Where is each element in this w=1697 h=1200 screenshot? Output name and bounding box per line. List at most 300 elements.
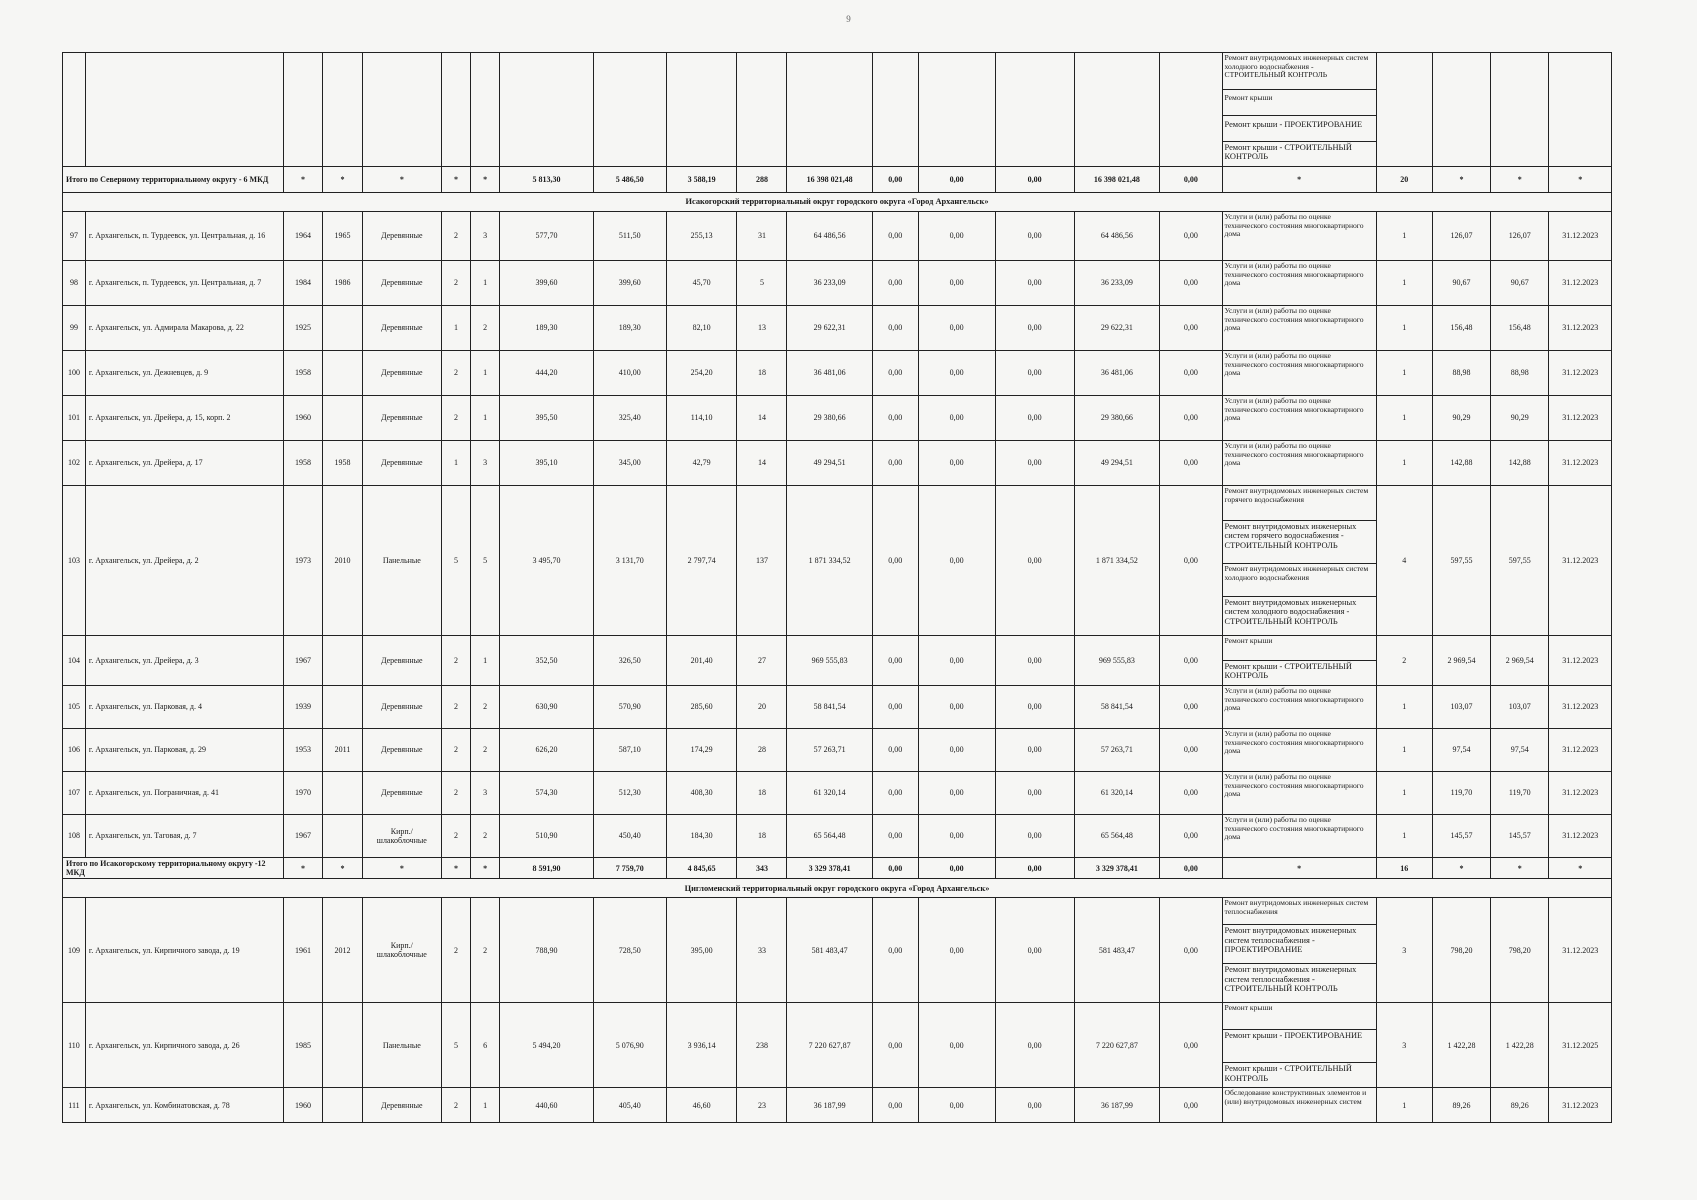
residential-area: 587,10 bbox=[593, 729, 666, 772]
total-row-north bbox=[63, 167, 1612, 193]
address: г. Архангельск, ул. Кирпичного завода, д. 19 bbox=[85, 898, 283, 1003]
local-amount: 0,00 bbox=[995, 1003, 1074, 1088]
wall-material: Деревянные bbox=[362, 306, 441, 351]
work-count: 1 bbox=[1376, 212, 1432, 261]
work-count: 1 bbox=[1376, 261, 1432, 306]
row-number: 105 bbox=[63, 686, 86, 729]
floors: 2 bbox=[441, 396, 470, 441]
total-area: 5 494,20 bbox=[500, 1003, 594, 1088]
wall-material: Панельные bbox=[362, 1003, 441, 1088]
entrances: 2 bbox=[471, 686, 500, 729]
district-header-tsiglomensky bbox=[63, 879, 1612, 898]
fund-amount: 0,00 bbox=[872, 898, 918, 1003]
year-built: 1939 bbox=[283, 686, 323, 729]
work-list bbox=[1222, 53, 1376, 167]
owned-area: 45,70 bbox=[666, 261, 737, 306]
cost-total: 29 622,31 bbox=[787, 306, 872, 351]
floors: 5 bbox=[441, 486, 470, 636]
work-item: Ремонт внутридомовых инженерных систем холодного водоснабжения bbox=[1223, 564, 1376, 597]
year-renovated bbox=[323, 396, 363, 441]
fund-amount: 0,00 bbox=[872, 212, 918, 261]
row-number: 106 bbox=[63, 729, 86, 772]
row-number: 110 bbox=[63, 1003, 86, 1088]
total-owners: 3 329 378,41 bbox=[1074, 858, 1159, 879]
work-count: 1 bbox=[1376, 306, 1432, 351]
fund-amount: 0,00 bbox=[872, 815, 918, 858]
work-item: Услуги и (или) работы по оценке технического состояния многоквартирного дома bbox=[1224, 729, 1364, 755]
unit-cost-max: 103,07 bbox=[1491, 686, 1549, 729]
local-amount: 0,00 bbox=[995, 898, 1074, 1003]
wall-material: Деревянные bbox=[362, 351, 441, 396]
work-item: Услуги и (или) работы по оценке технического состояния многоквартирного дома bbox=[1224, 815, 1364, 841]
row-number: 98 bbox=[63, 261, 86, 306]
unit-cost: 126,07 bbox=[1432, 212, 1490, 261]
fund-amount: 0,00 bbox=[872, 306, 918, 351]
address: г. Архангельск, ул. Дрейера, д. 3 bbox=[85, 636, 283, 686]
house-row bbox=[63, 686, 1612, 729]
cost-total: 969 555,83 bbox=[787, 636, 872, 686]
owners-amount: 29 380,66 bbox=[1074, 396, 1159, 441]
owners-amount: 29 622,31 bbox=[1074, 306, 1159, 351]
work-list bbox=[1222, 772, 1376, 815]
total-cell: * bbox=[323, 858, 363, 879]
wall-material: Деревянные bbox=[362, 686, 441, 729]
wall-material: Деревянные bbox=[362, 261, 441, 306]
cost-total: 65 564,48 bbox=[787, 815, 872, 858]
regional-amount: 0,00 bbox=[918, 441, 995, 486]
total-cell: * bbox=[323, 167, 363, 193]
year-built: 1958 bbox=[283, 441, 323, 486]
unit-cost: 145,57 bbox=[1432, 815, 1490, 858]
house-row bbox=[63, 261, 1612, 306]
house-row bbox=[63, 306, 1612, 351]
work-item: Ремонт крыши bbox=[1223, 90, 1376, 116]
completion-date: 31.12.2023 bbox=[1549, 686, 1612, 729]
regional-amount: 0,00 bbox=[918, 212, 995, 261]
owners-amount: 65 564,48 bbox=[1074, 815, 1159, 858]
wall-material: Деревянные bbox=[362, 729, 441, 772]
total-area: 510,90 bbox=[500, 815, 594, 858]
work-item: Ремонт внутридомовых инженерных систем холодного водоснабжения - СТРОИТЕЛЬНЫЙ КОНТРОЛЬ bbox=[1224, 598, 1357, 626]
isakogorsky-rows bbox=[63, 212, 1612, 858]
entrances: 2 bbox=[471, 306, 500, 351]
row-number: 108 bbox=[63, 815, 86, 858]
unit-cost: 97,54 bbox=[1432, 729, 1490, 772]
local-amount: 0,00 bbox=[995, 686, 1074, 729]
total-area-residential: 7 759,70 bbox=[593, 858, 666, 879]
year-built: 1925 bbox=[283, 306, 323, 351]
entrances: 3 bbox=[471, 772, 500, 815]
total-label: Итого по Северному территориальному округу - 6 МКД bbox=[63, 167, 284, 193]
completion-date: 31.12.2023 bbox=[1549, 1088, 1612, 1123]
total-fund: 0,00 bbox=[872, 167, 918, 193]
work-item: Услуги и (или) работы по оценке технического состояния многоквартирного дома bbox=[1224, 212, 1364, 238]
year-built: 1960 bbox=[283, 396, 323, 441]
house-row bbox=[63, 1088, 1612, 1123]
wall-material: Деревянные bbox=[362, 396, 441, 441]
work-count: 1 bbox=[1376, 815, 1432, 858]
unit-cost: 90,67 bbox=[1432, 261, 1490, 306]
unit-cost-max: 798,20 bbox=[1491, 898, 1549, 1003]
unit-cost: 103,07 bbox=[1432, 686, 1490, 729]
tsiglomensky-rows bbox=[63, 898, 1612, 1123]
work-item: Услуги и (или) работы по оценке технического состояния многоквартирного дома bbox=[1224, 441, 1364, 467]
entrances: 2 bbox=[471, 729, 500, 772]
owners-amount: 36 187,99 bbox=[1074, 1088, 1159, 1123]
row-number: 101 bbox=[63, 396, 86, 441]
residential-area: 728,50 bbox=[593, 898, 666, 1003]
owners-amount: 64 486,56 bbox=[1074, 212, 1159, 261]
work-item: Ремонт крыши - СТРОИТЕЛЬНЫЙ КОНТРОЛЬ bbox=[1224, 143, 1352, 162]
other-amount: 0,00 bbox=[1160, 486, 1222, 636]
total-row-isakogorsky bbox=[63, 858, 1612, 879]
row-number: 102 bbox=[63, 441, 86, 486]
entrances: 2 bbox=[471, 815, 500, 858]
local-amount: 0,00 bbox=[995, 441, 1074, 486]
fund-amount: 0,00 bbox=[872, 441, 918, 486]
total-fund: 0,00 bbox=[872, 858, 918, 879]
year-built: 1973 bbox=[283, 486, 323, 636]
unit-cost-max: 1 422,28 bbox=[1491, 1003, 1549, 1088]
row-number: 99 bbox=[63, 306, 86, 351]
local-amount: 0,00 bbox=[995, 636, 1074, 686]
other-amount: 0,00 bbox=[1160, 441, 1222, 486]
residents: 14 bbox=[737, 441, 787, 486]
row-number: 107 bbox=[63, 772, 86, 815]
local-amount: 0,00 bbox=[995, 212, 1074, 261]
unit-cost: 597,55 bbox=[1432, 486, 1490, 636]
other-amount: 0,00 bbox=[1160, 636, 1222, 686]
residential-area: 410,00 bbox=[593, 351, 666, 396]
house-row bbox=[63, 898, 1612, 1003]
row-number: 103 bbox=[63, 486, 86, 636]
work-count: 1 bbox=[1376, 441, 1432, 486]
district-title: Цигломенский территориальный округ городского округа «Город Архангельск» bbox=[63, 879, 1612, 898]
year-renovated bbox=[323, 686, 363, 729]
unit-cost-max: 597,55 bbox=[1491, 486, 1549, 636]
residential-area: 326,50 bbox=[593, 636, 666, 686]
page-number: 9 bbox=[846, 14, 851, 24]
year-renovated: 1965 bbox=[323, 212, 363, 261]
unit-cost: 90,29 bbox=[1432, 396, 1490, 441]
total-area-owned: 3 588,19 bbox=[666, 167, 737, 193]
work-count: 1 bbox=[1376, 1088, 1432, 1123]
residents: 18 bbox=[737, 351, 787, 396]
house-row bbox=[63, 1003, 1612, 1088]
work-item: Ремонт внутридомовых инженерных систем теплоснабжения - ПРОЕКТИРОВАНИЕ bbox=[1223, 925, 1376, 964]
residents: 28 bbox=[737, 729, 787, 772]
floors: 2 bbox=[441, 351, 470, 396]
owned-area: 184,30 bbox=[666, 815, 737, 858]
regional-amount: 0,00 bbox=[918, 1088, 995, 1123]
owners-amount: 1 871 334,52 bbox=[1074, 486, 1159, 636]
total-cell: * bbox=[471, 167, 500, 193]
owned-area: 408,30 bbox=[666, 772, 737, 815]
owned-area: 2 797,74 bbox=[666, 486, 737, 636]
total-local: 0,00 bbox=[995, 858, 1074, 879]
work-list bbox=[1222, 729, 1376, 772]
total-area: 352,50 bbox=[500, 636, 594, 686]
regional-amount: 0,00 bbox=[918, 306, 995, 351]
total-area: 8 591,90 bbox=[500, 858, 594, 879]
floors: 2 bbox=[441, 212, 470, 261]
year-built: 1960 bbox=[283, 1088, 323, 1123]
residential-area: 405,40 bbox=[593, 1088, 666, 1123]
work-item: Ремонт внутридомовых инженерных систем холодного водоснабжения - СТРОИТЕЛЬНЫЙ КОНТРОЛЬ bbox=[1223, 53, 1376, 90]
entrances: 1 bbox=[471, 396, 500, 441]
address: г. Архангельск, ул. Таговая, д. 7 bbox=[85, 815, 283, 858]
regional-amount: 0,00 bbox=[918, 486, 995, 636]
unit-cost-max: 90,29 bbox=[1491, 396, 1549, 441]
residential-area: 570,90 bbox=[593, 686, 666, 729]
wall-material: Панельные bbox=[362, 486, 441, 636]
work-item: Ремонт крыши bbox=[1223, 1003, 1376, 1030]
address: г. Архангельск, ул. Комбинатовская, д. 78 bbox=[85, 1088, 283, 1123]
local-amount: 0,00 bbox=[995, 306, 1074, 351]
cost-total: 64 486,56 bbox=[787, 212, 872, 261]
owners-amount: 969 555,83 bbox=[1074, 636, 1159, 686]
completion-date: 31.12.2023 bbox=[1549, 212, 1612, 261]
row-number: 97 bbox=[63, 212, 86, 261]
year-built: 1953 bbox=[283, 729, 323, 772]
residential-area: 345,00 bbox=[593, 441, 666, 486]
other-amount: 0,00 bbox=[1160, 261, 1222, 306]
address: г. Архангельск, ул. Дежневцев, д. 9 bbox=[85, 351, 283, 396]
total-work: * bbox=[1222, 858, 1376, 879]
local-amount: 0,00 bbox=[995, 729, 1074, 772]
floors: 2 bbox=[441, 898, 470, 1003]
work-item: Ремонт внутридомовых инженерных систем горячего водоснабжения - СТРОИТЕЛЬНЫЙ КОНТРОЛЬ bbox=[1223, 521, 1376, 564]
total-area: 3 495,70 bbox=[500, 486, 594, 636]
work-item: Услуги и (или) работы по оценке технического состояния многоквартирного дома bbox=[1224, 686, 1364, 712]
isakogorsky-total bbox=[63, 858, 1612, 898]
total-other: 0,00 bbox=[1160, 167, 1222, 193]
work-count: 1 bbox=[1376, 396, 1432, 441]
total-area-residential: 5 486,50 bbox=[593, 167, 666, 193]
year-renovated bbox=[323, 1088, 363, 1123]
other-amount: 0,00 bbox=[1160, 686, 1222, 729]
wall-material: Деревянные bbox=[362, 772, 441, 815]
year-renovated: 2012 bbox=[323, 898, 363, 1003]
other-amount: 0,00 bbox=[1160, 212, 1222, 261]
local-amount: 0,00 bbox=[995, 261, 1074, 306]
cost-total: 36 233,09 bbox=[787, 261, 872, 306]
unit-cost: 156,48 bbox=[1432, 306, 1490, 351]
total-area: 574,30 bbox=[500, 772, 594, 815]
regional-amount: 0,00 bbox=[918, 686, 995, 729]
row-number: 104 bbox=[63, 636, 86, 686]
entrances: 6 bbox=[471, 1003, 500, 1088]
unit-cost: 142,88 bbox=[1432, 441, 1490, 486]
work-item: Услуги и (или) работы по оценке технического состояния многоквартирного дома bbox=[1224, 261, 1364, 287]
owned-area: 46,60 bbox=[666, 1088, 737, 1123]
work-count: 1 bbox=[1376, 686, 1432, 729]
wall-material: Кирп./ шлакоблочные bbox=[362, 815, 441, 858]
regional-amount: 0,00 bbox=[918, 815, 995, 858]
other-amount: 0,00 bbox=[1160, 772, 1222, 815]
wall-material: Деревянные bbox=[362, 636, 441, 686]
total-cell: * bbox=[441, 858, 470, 879]
house-row bbox=[63, 772, 1612, 815]
owned-area: 255,13 bbox=[666, 212, 737, 261]
total-area: 399,60 bbox=[500, 261, 594, 306]
floors: 2 bbox=[441, 1088, 470, 1123]
completion-date: 31.12.2023 bbox=[1549, 351, 1612, 396]
other-amount: 0,00 bbox=[1160, 898, 1222, 1003]
floors: 2 bbox=[441, 636, 470, 686]
owned-area: 3 936,14 bbox=[666, 1003, 737, 1088]
entrances: 2 bbox=[471, 898, 500, 1003]
cost-total: 36 481,06 bbox=[787, 351, 872, 396]
owners-amount: 36 233,09 bbox=[1074, 261, 1159, 306]
house-row bbox=[63, 212, 1612, 261]
owners-amount: 49 294,51 bbox=[1074, 441, 1159, 486]
work-item: Услуги и (или) работы по оценке технического состояния многоквартирного дома bbox=[1224, 306, 1364, 332]
other-amount: 0,00 bbox=[1160, 306, 1222, 351]
unit-cost-max: 88,98 bbox=[1491, 351, 1549, 396]
residents: 238 bbox=[737, 1003, 787, 1088]
unit-cost: 2 969,54 bbox=[1432, 636, 1490, 686]
regional-amount: 0,00 bbox=[918, 1003, 995, 1088]
entrances: 3 bbox=[471, 441, 500, 486]
residential-area: 5 076,90 bbox=[593, 1003, 666, 1088]
residents: 13 bbox=[737, 306, 787, 351]
fund-amount: 0,00 bbox=[872, 636, 918, 686]
total-local: 0,00 bbox=[995, 167, 1074, 193]
fund-amount: 0,00 bbox=[872, 396, 918, 441]
owners-amount: 7 220 627,87 bbox=[1074, 1003, 1159, 1088]
cost-total: 57 263,71 bbox=[787, 729, 872, 772]
local-amount: 0,00 bbox=[995, 1088, 1074, 1123]
residents: 18 bbox=[737, 815, 787, 858]
year-renovated: 1986 bbox=[323, 261, 363, 306]
work-list bbox=[1222, 441, 1376, 486]
owned-area: 254,20 bbox=[666, 351, 737, 396]
fund-amount: 0,00 bbox=[872, 261, 918, 306]
house-row bbox=[63, 486, 1612, 636]
total-area: 577,70 bbox=[500, 212, 594, 261]
completion-date: 31.12.2025 bbox=[1549, 1003, 1612, 1088]
other-amount: 0,00 bbox=[1160, 815, 1222, 858]
row-number: 100 bbox=[63, 351, 86, 396]
house-row bbox=[63, 636, 1612, 686]
total-area: 630,90 bbox=[500, 686, 594, 729]
total-unit-cost: * bbox=[1432, 858, 1490, 879]
work-list bbox=[1222, 396, 1376, 441]
work-item: Ремонт внутридомовых инженерных систем теплоснабжения bbox=[1223, 898, 1376, 925]
year-built: 1958 bbox=[283, 351, 323, 396]
total-cell: * bbox=[362, 858, 441, 879]
total-regional: 0,00 bbox=[918, 858, 995, 879]
total-label: Итого по Исакогорскому территориальному округу -12 МКД bbox=[63, 858, 284, 879]
other-amount: 0,00 bbox=[1160, 729, 1222, 772]
regional-amount: 0,00 bbox=[918, 396, 995, 441]
total-date: * bbox=[1549, 858, 1612, 879]
address: г. Архангельск, ул. Дрейера, д. 17 bbox=[85, 441, 283, 486]
residents: 14 bbox=[737, 396, 787, 441]
address: г. Архангельск, ул. Парковая, д. 29 bbox=[85, 729, 283, 772]
unit-cost: 798,20 bbox=[1432, 898, 1490, 1003]
total-cell: * bbox=[441, 167, 470, 193]
wall-material: Деревянные bbox=[362, 441, 441, 486]
owned-area: 201,40 bbox=[666, 636, 737, 686]
completion-date: 31.12.2023 bbox=[1549, 261, 1612, 306]
total-cost: 16 398 021,48 bbox=[787, 167, 872, 193]
house-row bbox=[63, 396, 1612, 441]
wall-material: Кирп./ шлакоблочные bbox=[362, 898, 441, 1003]
residential-area: 450,40 bbox=[593, 815, 666, 858]
address: г. Архангельск, ул. Кирпичного завода, д. 26 bbox=[85, 1003, 283, 1088]
cost-total: 1 871 334,52 bbox=[787, 486, 872, 636]
owned-area: 174,29 bbox=[666, 729, 737, 772]
unit-cost: 88,98 bbox=[1432, 351, 1490, 396]
unit-cost-max: 119,70 bbox=[1491, 772, 1549, 815]
year-renovated: 1958 bbox=[323, 441, 363, 486]
regional-amount: 0,00 bbox=[918, 636, 995, 686]
work-item: Ремонт внутридомовых инженерных систем горячего водоснабжения bbox=[1223, 486, 1376, 521]
total-regional: 0,00 bbox=[918, 167, 995, 193]
residential-area: 3 131,70 bbox=[593, 486, 666, 636]
owners-amount: 36 481,06 bbox=[1074, 351, 1159, 396]
floors: 1 bbox=[441, 306, 470, 351]
residents: 18 bbox=[737, 772, 787, 815]
entrances: 1 bbox=[471, 261, 500, 306]
floors: 2 bbox=[441, 815, 470, 858]
total-area: 626,20 bbox=[500, 729, 594, 772]
owned-area: 114,10 bbox=[666, 396, 737, 441]
entrances: 5 bbox=[471, 486, 500, 636]
work-list bbox=[1222, 212, 1376, 261]
residents: 20 bbox=[737, 686, 787, 729]
work-list bbox=[1222, 898, 1376, 1003]
unit-cost-max: 97,54 bbox=[1491, 729, 1549, 772]
residents: 33 bbox=[737, 898, 787, 1003]
local-amount: 0,00 bbox=[995, 486, 1074, 636]
residents: 5 bbox=[737, 261, 787, 306]
unit-cost-max: 2 969,54 bbox=[1491, 636, 1549, 686]
district-header-isakogorsky bbox=[63, 193, 1612, 212]
work-count: 3 bbox=[1376, 898, 1432, 1003]
other-amount: 0,00 bbox=[1160, 1088, 1222, 1123]
year-renovated bbox=[323, 1003, 363, 1088]
year-built: 1984 bbox=[283, 261, 323, 306]
total-units: 16 bbox=[1376, 858, 1432, 879]
total-area: 788,90 bbox=[500, 898, 594, 1003]
work-item: Обследование конструктивных элементов и (или) внутридомовых инженерных систем bbox=[1224, 1088, 1367, 1106]
cost-total: 581 483,47 bbox=[787, 898, 872, 1003]
local-amount: 0,00 bbox=[995, 351, 1074, 396]
residential-area: 511,50 bbox=[593, 212, 666, 261]
fund-amount: 0,00 bbox=[872, 729, 918, 772]
owned-area: 82,10 bbox=[666, 306, 737, 351]
work-item: Услуги и (или) работы по оценке технического состояния многоквартирного дома bbox=[1224, 772, 1364, 798]
fund-amount: 0,00 bbox=[872, 351, 918, 396]
completion-date: 31.12.2023 bbox=[1549, 772, 1612, 815]
local-amount: 0,00 bbox=[995, 772, 1074, 815]
cost-total: 36 187,99 bbox=[787, 1088, 872, 1123]
total-area: 444,20 bbox=[500, 351, 594, 396]
fund-amount: 0,00 bbox=[872, 1003, 918, 1088]
wall-material: Деревянные bbox=[362, 1088, 441, 1123]
work-item: Ремонт внутридомовых инженерных систем теплоснабжения - СТРОИТЕЛЬНЫЙ КОНТРОЛЬ bbox=[1224, 965, 1357, 994]
house-row bbox=[63, 351, 1612, 396]
total-units: 20 bbox=[1376, 167, 1432, 193]
year-renovated bbox=[323, 636, 363, 686]
year-built: 1961 bbox=[283, 898, 323, 1003]
work-count: 1 bbox=[1376, 729, 1432, 772]
year-renovated bbox=[323, 772, 363, 815]
unit-cost-max: 126,07 bbox=[1491, 212, 1549, 261]
